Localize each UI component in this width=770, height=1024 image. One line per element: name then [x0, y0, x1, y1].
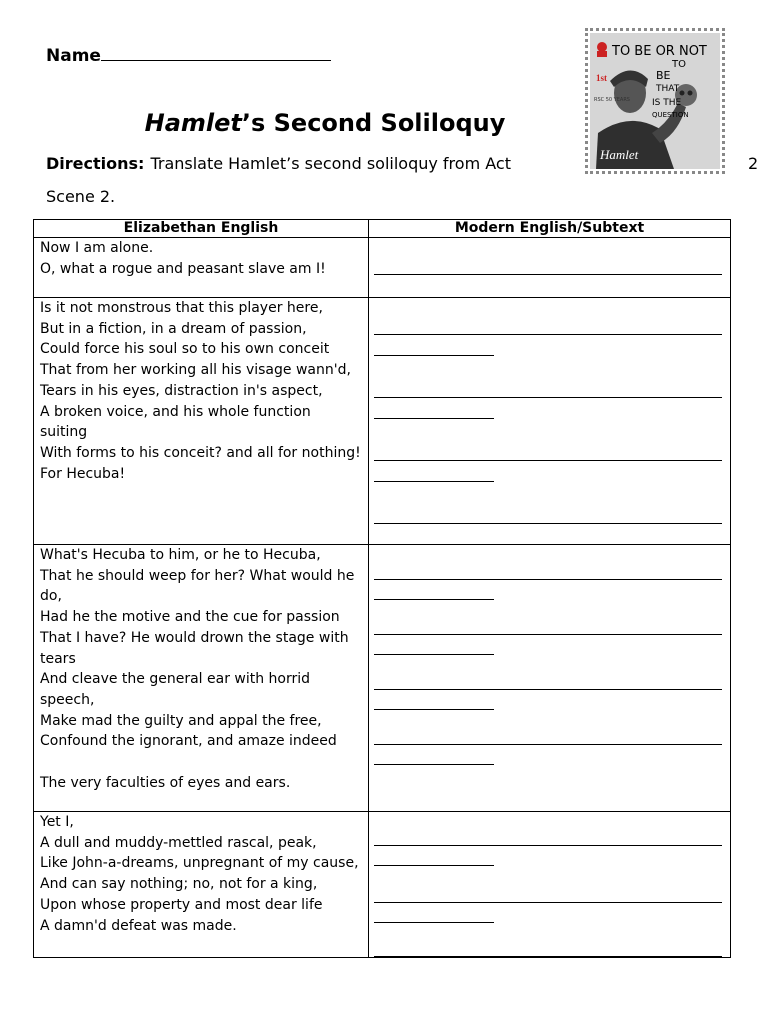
verse-line: Is it not monstrous that this player here,	[40, 300, 323, 316]
verse-line: A dull and muddy-mettled rascal, peak,	[40, 834, 317, 851]
title-rest: ’s Second Soliloquy	[241, 109, 506, 137]
verse-line: Like John-a-dreams, unpregnant of my cause,	[40, 855, 359, 872]
verse-line: A damn'd defeat was made.	[40, 917, 237, 934]
answer-line[interactable]	[374, 298, 722, 335]
answer-line[interactable]	[374, 398, 494, 419]
answer-line[interactable]	[374, 923, 722, 957]
stamp-value: 1st	[596, 73, 607, 83]
stamp-text-2: TO	[672, 59, 686, 70]
stamp-text-4: THAT	[656, 84, 680, 94]
answer-line[interactable]	[374, 419, 722, 461]
page-title	[0, 109, 650, 137]
stamp-text-6: QUESTION	[652, 111, 689, 119]
directions-text: Translate Hamlet’s second soliloquy from Act	[150, 154, 511, 173]
answer-line[interactable]	[374, 600, 722, 635]
verse-line: Upon whose property and most dear life	[40, 896, 323, 913]
verse-line: Tears in his eyes, distraction in's aspect,	[40, 382, 323, 399]
stamp-side-text: RSC 50 YEARS	[594, 97, 630, 103]
stamp-text-5: IS THE	[652, 98, 682, 108]
answer-line[interactable]	[374, 580, 494, 600]
answer-line[interactable]	[374, 356, 722, 398]
verse-line: A broken voice, and his whole function suiting	[40, 403, 316, 441]
elizabethan-cell	[34, 238, 369, 298]
modern-cell[interactable]	[369, 298, 731, 545]
verse-line: The very faculties of eyes and ears.	[40, 774, 291, 791]
verse-line: Make mad the guilty and appal the free,	[40, 712, 322, 729]
stamp-text-3: BE	[656, 69, 671, 82]
table-row	[34, 545, 731, 812]
verse-line: That I have? He would drown the stage with tears	[40, 629, 354, 667]
verse-line: Yet I,	[40, 814, 74, 830]
directions	[46, 154, 511, 173]
col-header-modern: Modern English/Subtext	[369, 220, 731, 238]
answer-line[interactable]	[374, 545, 722, 580]
answer-line[interactable]	[374, 903, 494, 923]
table-row	[34, 812, 731, 958]
directions-line2: Scene 2.	[46, 187, 116, 206]
name-blank-line[interactable]	[101, 46, 331, 61]
modern-cell[interactable]	[369, 812, 731, 958]
answer-line[interactable]	[374, 335, 494, 356]
directions-label: Directions:	[46, 154, 145, 173]
answer-line[interactable]	[374, 846, 494, 866]
answer-line[interactable]	[374, 635, 494, 655]
verse-line: And cleave the general ear with horrid speech,	[40, 671, 315, 708]
verse-line: Could force his soul so to his own conceit	[40, 341, 330, 358]
elizabethan-cell	[34, 812, 369, 958]
directions-tail: 2	[748, 154, 759, 173]
stamp-picture	[590, 33, 720, 169]
elizabethan-cell	[34, 545, 369, 812]
answer-line[interactable]	[374, 655, 722, 690]
answer-line[interactable]	[374, 710, 722, 745]
answer-line[interactable]	[374, 690, 494, 710]
name-label: Name	[46, 46, 101, 66]
stamp-text-1: TO BE OR NOT	[612, 44, 707, 59]
verse-line: Confound the ignorant, and amaze indeed	[40, 733, 337, 750]
title-italic: Hamlet	[144, 109, 242, 137]
verse-line: That he should weep for her? What would he do,	[40, 567, 359, 605]
verse-line: With forms to his conceit? and all for nothing!	[40, 444, 361, 461]
answer-line[interactable]	[374, 812, 722, 846]
answer-line[interactable]	[374, 745, 494, 765]
table-row	[34, 238, 731, 298]
answer-line[interactable]	[374, 238, 722, 275]
verse-line	[40, 752, 362, 773]
answer-line[interactable]	[374, 482, 722, 524]
modern-cell[interactable]	[369, 238, 731, 298]
answer-line[interactable]	[374, 866, 722, 903]
elizabethan-cell	[34, 298, 369, 545]
verse-line: But in a fiction, in a dream of passion,	[40, 320, 307, 337]
table-header-row	[34, 220, 731, 238]
translation-table	[33, 219, 731, 958]
verse-line: Had he the motive and the cue for passion	[40, 609, 340, 626]
table-row	[34, 298, 731, 545]
modern-cell[interactable]	[369, 545, 731, 812]
verse-line: O, what a rogue and peasant slave am I!	[40, 260, 326, 277]
verse-line: For Hecuba!	[40, 465, 126, 482]
verse-line: Now I am alone.	[40, 240, 154, 256]
name-field[interactable]	[46, 46, 331, 66]
hamlet-stamp-image	[585, 28, 725, 174]
verse-line: And can say nothing; no, not for a king,	[40, 876, 318, 893]
answer-line[interactable]	[374, 461, 494, 482]
verse-line: That from her working all his visage wann'd,	[40, 362, 351, 379]
stamp-caption: Hamlet	[600, 147, 639, 162]
verse-line: What's Hecuba to him, or he to Hecuba,	[40, 547, 321, 563]
col-header-elizabethan: Elizabethan English	[34, 220, 369, 238]
